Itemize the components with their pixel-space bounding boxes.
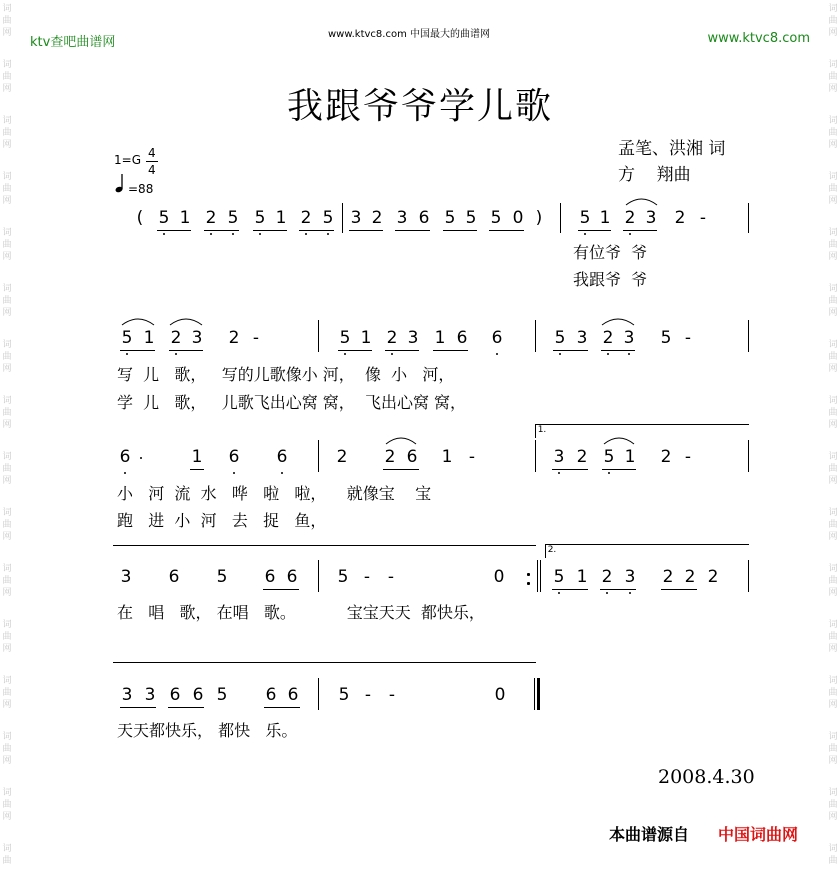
source-label: 本曲谱源自 xyxy=(609,825,690,844)
volta-1-hook xyxy=(535,424,536,438)
slur xyxy=(604,435,634,445)
dot xyxy=(126,353,128,355)
underline xyxy=(553,350,588,351)
note: 2 xyxy=(384,447,396,467)
volta-2-hook xyxy=(545,544,546,558)
note: 6 xyxy=(491,328,503,348)
note: 6 xyxy=(287,685,299,705)
note: 0 xyxy=(512,208,524,228)
dot xyxy=(124,472,126,474)
final-barline xyxy=(534,678,535,710)
note: 2 xyxy=(371,208,383,228)
underline xyxy=(602,469,636,470)
barline xyxy=(342,203,343,233)
note: 6 xyxy=(169,685,181,705)
underline xyxy=(349,230,383,231)
volta-2-line xyxy=(545,544,749,545)
time-signature-top: 4 xyxy=(148,146,156,160)
double-barline xyxy=(537,560,538,592)
watermark-char: 网 xyxy=(2,420,12,430)
dot xyxy=(210,233,212,235)
watermark-char: 曲 xyxy=(828,72,838,82)
watermark-char: 曲 xyxy=(2,240,12,250)
underline xyxy=(120,707,156,708)
note: - xyxy=(363,567,371,587)
underline xyxy=(578,230,611,231)
note: - xyxy=(252,328,260,348)
note: 5 xyxy=(322,208,334,228)
underline xyxy=(600,589,636,590)
system-divider xyxy=(113,545,536,546)
watermark-char: 网 xyxy=(828,308,838,318)
underline xyxy=(190,469,204,470)
watermark-char: 词 xyxy=(2,396,12,406)
barline xyxy=(748,560,749,592)
watermark-char: 词 xyxy=(2,116,12,126)
intro-paren-close: ) xyxy=(535,208,543,228)
note: 6 xyxy=(276,447,288,467)
note: 1 xyxy=(191,447,203,467)
dot xyxy=(608,472,610,474)
note: 2 xyxy=(386,328,398,348)
left-watermark-strip xyxy=(0,0,14,870)
note: 2 xyxy=(205,208,217,228)
note: 1 xyxy=(179,208,191,228)
note: 5 xyxy=(579,208,591,228)
watermark-char: 网 xyxy=(828,140,838,150)
watermark-char: 网 xyxy=(2,476,12,486)
watermark-char: 词 xyxy=(2,228,12,238)
note: 1 xyxy=(576,567,588,587)
note: - xyxy=(684,328,692,348)
watermark-char: 词 xyxy=(828,116,838,126)
dot xyxy=(606,592,608,594)
underline xyxy=(157,230,191,231)
volta-1-label: 1. xyxy=(537,425,547,435)
note: 1 xyxy=(599,208,611,228)
header-right-site[interactable]: www.ktvc8.com xyxy=(707,31,810,46)
watermark-char: 曲 xyxy=(828,800,838,810)
watermark-char: 网 xyxy=(2,700,12,710)
watermark-char: 曲 xyxy=(828,856,838,866)
watermark-char: 网 xyxy=(828,196,838,206)
underline xyxy=(385,350,419,351)
barline xyxy=(560,203,561,233)
watermark-char: 曲 xyxy=(2,128,12,138)
dot xyxy=(628,353,630,355)
note: 2 xyxy=(674,208,686,228)
dot xyxy=(558,472,560,474)
watermark-char: 曲 xyxy=(828,576,838,586)
note: 6 xyxy=(119,447,131,467)
underline xyxy=(661,589,697,590)
watermark-char: 曲 xyxy=(828,520,838,530)
dot xyxy=(327,233,329,235)
watermark-char: 词 xyxy=(828,564,838,574)
watermark-char: 词 xyxy=(2,676,12,686)
barline xyxy=(748,203,749,233)
underline xyxy=(338,350,372,351)
note: 1 xyxy=(434,328,446,348)
note: - xyxy=(388,685,396,705)
watermark-char: 词 xyxy=(2,788,12,798)
watermark-char: 词 xyxy=(2,620,12,630)
underline xyxy=(204,230,239,231)
watermark-char: 网 xyxy=(2,364,12,374)
note: 3 xyxy=(407,328,419,348)
watermark-char: 网 xyxy=(2,84,12,94)
watermark-char: 词 xyxy=(2,564,12,574)
underline xyxy=(489,230,524,231)
dot xyxy=(163,233,165,235)
underline xyxy=(601,350,635,351)
watermark-char: 曲 xyxy=(2,632,12,642)
barline xyxy=(748,320,749,352)
watermark-char: 曲 xyxy=(2,184,12,194)
watermark-char: 曲 xyxy=(2,856,12,866)
lyric-line: 学 儿 歌， 儿歌飞出心窝 窝， 飞出心窝 窝， xyxy=(117,393,467,412)
watermark-char: 曲 xyxy=(2,72,12,82)
lyric-line: 有位爷 爷 xyxy=(573,243,648,262)
note: 5 xyxy=(339,328,351,348)
watermark-char: 曲 xyxy=(828,352,838,362)
note: - xyxy=(684,447,692,467)
slur xyxy=(122,316,154,326)
note: 6 xyxy=(264,567,276,587)
note: - xyxy=(468,447,476,467)
watermark-char: 网 xyxy=(828,420,838,430)
note: 5 xyxy=(603,447,615,467)
volta-1-line xyxy=(535,424,749,425)
note: 3 xyxy=(623,328,635,348)
barline xyxy=(318,320,319,352)
underline xyxy=(433,350,468,351)
quarter-note-icon xyxy=(114,172,126,194)
underline xyxy=(264,707,300,708)
intro-paren-open: ( xyxy=(136,208,144,228)
note: 5 xyxy=(337,567,349,587)
final-barline-thick xyxy=(537,678,540,710)
watermark-char: 词 xyxy=(828,620,838,630)
note: - xyxy=(699,208,707,228)
note: 2 xyxy=(336,447,348,467)
note: 2 xyxy=(170,328,182,348)
dot xyxy=(496,353,498,355)
note: 5 xyxy=(444,208,456,228)
note: 0 xyxy=(493,567,505,587)
watermark-char: 曲 xyxy=(2,744,12,754)
underline xyxy=(299,230,334,231)
note: 2 xyxy=(601,567,613,587)
song-title: 我跟爷爷学儿歌 xyxy=(286,86,553,127)
barline xyxy=(318,678,319,710)
repeat-dot xyxy=(527,573,530,576)
note: 3 xyxy=(576,328,588,348)
dot xyxy=(281,472,283,474)
watermark-char: 词 xyxy=(828,676,838,686)
watermark-char: 曲 xyxy=(2,16,12,26)
dot xyxy=(607,353,609,355)
watermark-char: 词 xyxy=(828,732,838,742)
watermark-char: 曲 xyxy=(2,408,12,418)
note: 2 xyxy=(576,447,588,467)
note: 2 xyxy=(228,328,240,348)
watermark-char: 曲 xyxy=(2,352,12,362)
watermark-char: 网 xyxy=(828,700,838,710)
barline xyxy=(535,320,536,352)
watermark-char: 曲 xyxy=(2,688,12,698)
watermark-char: 词 xyxy=(828,788,838,798)
lyric-line: 天天都快乐， 都快 乐。 xyxy=(117,721,298,740)
note: 3 xyxy=(350,208,362,228)
watermark-char: 词 xyxy=(828,172,838,182)
watermark-char: 曲 xyxy=(828,464,838,474)
watermark-char: 网 xyxy=(828,644,838,654)
dot xyxy=(629,592,631,594)
note: 6 xyxy=(418,208,430,228)
barline xyxy=(535,440,536,472)
note: 1 xyxy=(624,447,636,467)
note: 5 xyxy=(158,208,170,228)
watermark-char: 词 xyxy=(828,508,838,518)
watermark-char: 网 xyxy=(828,812,838,822)
watermark-char: 词 xyxy=(828,452,838,462)
underline xyxy=(169,350,203,351)
underline xyxy=(120,350,155,351)
dot xyxy=(629,233,631,235)
watermark-char: 网 xyxy=(2,196,12,206)
date: 2008.4.30 xyxy=(658,766,755,788)
underline xyxy=(443,230,477,231)
watermark-char: 词 xyxy=(2,452,12,462)
dot xyxy=(259,233,261,235)
watermark-char: 网 xyxy=(828,532,838,542)
slur xyxy=(170,316,202,326)
watermark-char: 词 xyxy=(2,340,12,350)
dot xyxy=(232,233,234,235)
note: 1 xyxy=(143,328,155,348)
watermark-char: 曲 xyxy=(828,128,838,138)
note: 5 xyxy=(490,208,502,228)
watermark-char: 曲 xyxy=(828,632,838,642)
watermark-char: 曲 xyxy=(828,16,838,26)
underline xyxy=(395,230,430,231)
watermark-char: 曲 xyxy=(828,744,838,754)
header-center-site[interactable]: www.ktvc8.com 中国最大的曲谱网 xyxy=(328,29,491,40)
barline xyxy=(318,560,319,592)
time-signature-divider xyxy=(146,161,158,162)
note: 2 xyxy=(624,208,636,228)
note: 3 xyxy=(121,685,133,705)
underline xyxy=(168,707,204,708)
slur xyxy=(386,435,416,445)
watermark-char: 网 xyxy=(828,84,838,94)
note: 6 xyxy=(456,328,468,348)
slur xyxy=(602,316,634,326)
note: 3 xyxy=(120,567,132,587)
watermark-char: 网 xyxy=(828,252,838,262)
watermark-char: 词 xyxy=(828,844,838,854)
note: 3 xyxy=(645,208,657,228)
watermark-char: 曲 xyxy=(828,688,838,698)
dot xyxy=(344,353,346,355)
lyric-line: 跑 进 小 河 去 捉 鱼， xyxy=(117,511,327,530)
note: 6 xyxy=(228,447,240,467)
lyric-line: 小 河 流 水 哗 啦 啦， 就像宝 宝 xyxy=(117,484,432,503)
watermark-char: 词 xyxy=(828,284,838,294)
source-site-link[interactable]: 中国词曲网 xyxy=(718,825,799,844)
note: - xyxy=(387,567,395,587)
note: 3 xyxy=(144,685,156,705)
dot xyxy=(391,353,393,355)
watermark-char: 词 xyxy=(2,4,12,14)
note: 2 xyxy=(662,567,674,587)
watermark-char: 曲 xyxy=(828,408,838,418)
underline xyxy=(552,589,588,590)
barline xyxy=(748,440,749,472)
underline xyxy=(263,589,299,590)
watermark-char: 词 xyxy=(2,172,12,182)
watermark-char: 网 xyxy=(2,532,12,542)
lyricist-credit: 孟笔、洪湘 词 xyxy=(618,139,726,159)
note: 0 xyxy=(494,685,506,705)
watermark-char: 网 xyxy=(2,812,12,822)
watermark-char: 网 xyxy=(828,476,838,486)
watermark-char: 网 xyxy=(2,644,12,654)
note: 6 xyxy=(168,567,180,587)
slur xyxy=(626,196,657,206)
watermark-char: 网 xyxy=(2,140,12,150)
note: 2 xyxy=(660,447,672,467)
note: 3 xyxy=(553,447,565,467)
note: 6 xyxy=(265,685,277,705)
barline xyxy=(318,440,319,472)
watermark-char: 词 xyxy=(828,396,838,406)
note: 5 xyxy=(227,208,239,228)
watermark-char: 曲 xyxy=(828,296,838,306)
dot xyxy=(305,233,307,235)
note: 5 xyxy=(216,685,228,705)
watermark-char: 曲 xyxy=(2,800,12,810)
header-left-site[interactable]: ktv查吧曲谱网 xyxy=(30,35,116,50)
watermark-char: 词 xyxy=(2,60,12,70)
note: 2 xyxy=(300,208,312,228)
right-watermark-strip xyxy=(826,0,840,870)
watermark-char: 词 xyxy=(2,732,12,742)
watermark-char: 词 xyxy=(828,340,838,350)
watermark-char: 词 xyxy=(2,284,12,294)
watermark-char: 曲 xyxy=(828,184,838,194)
watermark-char: 词 xyxy=(828,4,838,14)
underline xyxy=(253,230,287,231)
lyric-line: 写 儿 歌， 写的儿歌像小 河， 像 小 河， xyxy=(117,365,455,384)
watermark-char: 曲 xyxy=(2,576,12,586)
note: 5 xyxy=(465,208,477,228)
note: 1 xyxy=(275,208,287,228)
note: 5 xyxy=(254,208,266,228)
watermark-char: 网 xyxy=(2,252,12,262)
note: 5 xyxy=(660,328,672,348)
note: 3 xyxy=(191,328,203,348)
dot xyxy=(584,233,586,235)
watermark-char: 网 xyxy=(828,28,838,38)
watermark-char: 曲 xyxy=(2,296,12,306)
note: 5 xyxy=(338,685,350,705)
volta-2-label: 2. xyxy=(547,545,557,555)
watermark-char: 网 xyxy=(828,364,838,374)
note: 1 xyxy=(441,447,453,467)
watermark-char: 曲 xyxy=(2,464,12,474)
note: 6 xyxy=(286,567,298,587)
watermark-char: 网 xyxy=(2,308,12,318)
watermark-char: 曲 xyxy=(2,520,12,530)
dot xyxy=(233,472,235,474)
note: 5 xyxy=(553,567,565,587)
key-signature: 1=G xyxy=(114,153,141,167)
note: - xyxy=(364,685,372,705)
underline xyxy=(383,469,419,470)
watermark-char: 词 xyxy=(828,60,838,70)
note: 2 xyxy=(602,328,614,348)
note: 2 xyxy=(684,567,696,587)
watermark-char: 词 xyxy=(828,228,838,238)
note: 3 xyxy=(396,208,408,228)
tempo-marking: =88 xyxy=(128,182,154,196)
dot xyxy=(175,353,177,355)
lyric-line: 在 唱 歌， 在唱 歌。 宝宝天天 都快乐， xyxy=(117,603,485,622)
composer-credit: 方 翔曲 xyxy=(618,165,691,185)
watermark-char: 网 xyxy=(828,588,838,598)
lyric-line: 我跟爷 爷 xyxy=(573,270,648,289)
watermark-char: 词 xyxy=(2,508,12,518)
note: 5 xyxy=(216,567,228,587)
underline xyxy=(623,230,657,231)
dot xyxy=(559,353,561,355)
underline xyxy=(552,469,588,470)
note: 5 xyxy=(554,328,566,348)
watermark-char: 网 xyxy=(2,28,12,38)
note: 6 xyxy=(406,447,418,467)
watermark-char: 曲 xyxy=(828,240,838,250)
note: 6 xyxy=(192,685,204,705)
note: 2 xyxy=(707,567,719,587)
dot xyxy=(140,457,142,459)
system-divider xyxy=(113,662,536,663)
watermark-char: 网 xyxy=(2,588,12,598)
note: 3 xyxy=(624,567,636,587)
note: 5 xyxy=(121,328,133,348)
time-signature-bottom: 4 xyxy=(148,163,156,177)
note: 1 xyxy=(360,328,372,348)
watermark-char: 词 xyxy=(2,844,12,854)
double-barline xyxy=(540,560,541,592)
watermark-char: 网 xyxy=(2,756,12,766)
watermark-char: 网 xyxy=(828,756,838,766)
repeat-dot xyxy=(527,582,530,585)
dot xyxy=(558,592,560,594)
